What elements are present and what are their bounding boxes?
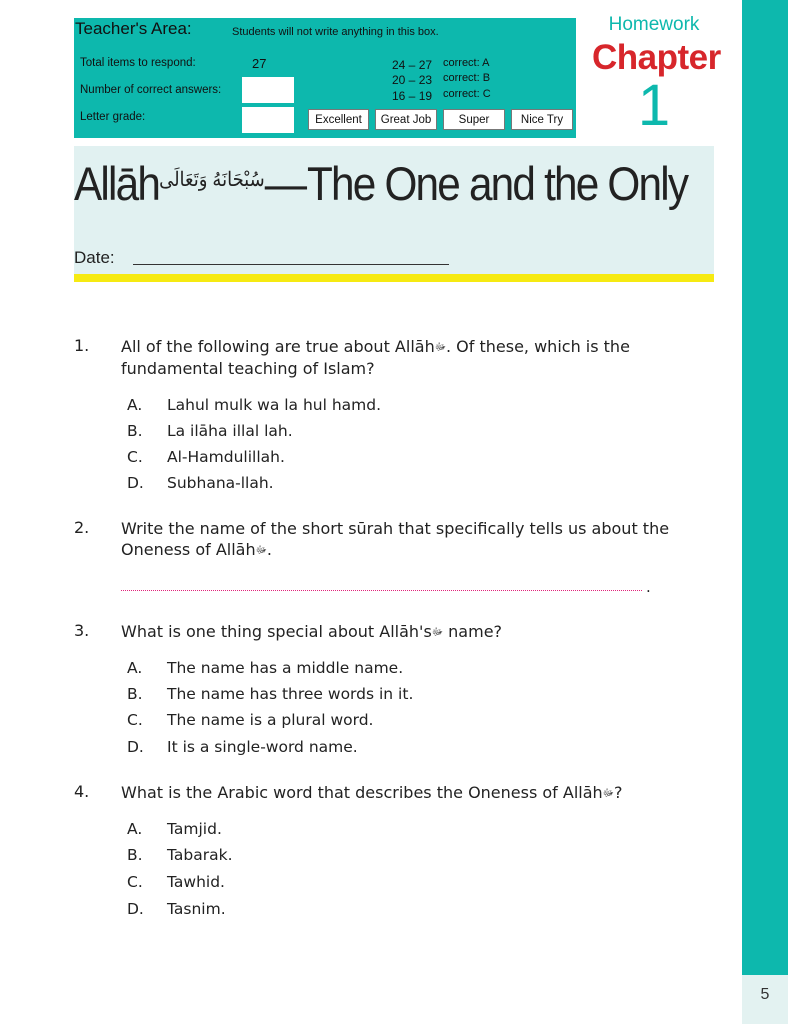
q4-option-b-letter: B. (127, 846, 143, 864)
question-1-number: 1. (74, 336, 90, 355)
question-4-number: 4. (74, 782, 90, 801)
side-color-strip (742, 0, 788, 975)
q3-option-a: The name has a middle name. (167, 659, 404, 677)
letter-grade-label: Letter grade: (80, 111, 146, 123)
answer-line[interactable] (121, 590, 642, 591)
q4-option-d: Tasnim. (167, 900, 226, 918)
q4-option-b: Tabarak. (167, 846, 233, 864)
q3-option-a-letter: A. (127, 659, 143, 677)
question-1-text: All of the following are true about Allāhﷻ. Of these, which is the fundamental teaching of Islam? (121, 337, 630, 378)
page-title: Allāh$^{سُبْحَانَهُ وَتَعَالَى}$—The One and the Only (74, 157, 688, 210)
homework-label: Homework (608, 14, 700, 35)
yellow-divider (74, 274, 714, 282)
letter-grade-field[interactable] (242, 107, 294, 133)
rating-great-job[interactable]: Great Job (375, 109, 437, 130)
q3-option-d: It is a single-word name. (167, 738, 358, 756)
question-4-text: What is the Arabic word that describes the Oneness of Allāhﷻ? (121, 783, 623, 802)
q1-option-d-letter: D. (127, 474, 144, 492)
arabic-honorific-seal: سُبْحَانَهُ وَتَعَالَى (159, 169, 265, 191)
rating-excellent[interactable]: Excellent (308, 109, 369, 130)
date-line[interactable] (133, 264, 449, 265)
range-c: 16 – 19 (392, 89, 433, 103)
q4-option-a-letter: A. (127, 820, 143, 838)
page-number: 5 (742, 975, 788, 1024)
total-items-value: 27 (252, 56, 267, 71)
question-2-text: Write the name of the short sūrah that specifically tells us about the Oneness of Allāhﷻ. (121, 519, 670, 559)
teachers-area-note: Students will not write anything in this box. (232, 26, 439, 38)
q1-option-c: Al-Hamdulillah. (167, 448, 285, 466)
q4-option-c-letter: C. (127, 873, 143, 891)
q1-option-b-letter: B. (127, 422, 143, 440)
q1-option-c-letter: C. (127, 448, 143, 466)
range-a: 24 – 27 (392, 58, 433, 72)
q4-option-a: Tamjid. (167, 820, 222, 838)
rating-nice-try[interactable]: Nice Try (511, 109, 573, 130)
q3-option-b: The name has three words in it. (167, 685, 414, 703)
q4-option-c: Tawhid. (167, 873, 225, 891)
teachers-area-box (74, 18, 576, 138)
q1-option-a: Lahul mulk wa la hul hamd. (167, 396, 382, 414)
answer-line-end: . (646, 578, 651, 596)
correct-answers-field[interactable] (242, 77, 294, 103)
q3-option-c: The name is a plural word. (167, 711, 374, 729)
total-items-label: Total items to respond: (80, 57, 196, 69)
chapter-number: 1 (637, 73, 671, 138)
range-b: 20 – 23 (392, 73, 433, 87)
grade-a: correct: A (443, 57, 490, 69)
rating-super[interactable]: Super (443, 109, 505, 130)
teachers-area-title: Teacher's Area: (75, 19, 192, 38)
q3-option-b-letter: B. (127, 685, 143, 703)
question-2-number: 2. (74, 518, 90, 537)
q1-option-a-letter: A. (127, 396, 143, 414)
q3-option-c-letter: C. (127, 711, 143, 729)
q1-option-d: Subhana-llah. (167, 474, 274, 492)
grade-c: correct: C (443, 88, 491, 100)
chapter-label: Chapter (592, 38, 721, 77)
grade-b: correct: B (443, 72, 491, 84)
question-3-number: 3. (74, 621, 90, 640)
date-label: Date: (74, 248, 115, 267)
question-3-text: What is one thing special about Allāh'sﷻ name? (121, 622, 503, 641)
q1-option-b: La ilāha illal lah. (167, 422, 293, 440)
correct-answers-label: Number of correct answers: (80, 84, 222, 96)
q3-option-d-letter: D. (127, 738, 144, 756)
q4-option-d-letter: D. (127, 900, 144, 918)
